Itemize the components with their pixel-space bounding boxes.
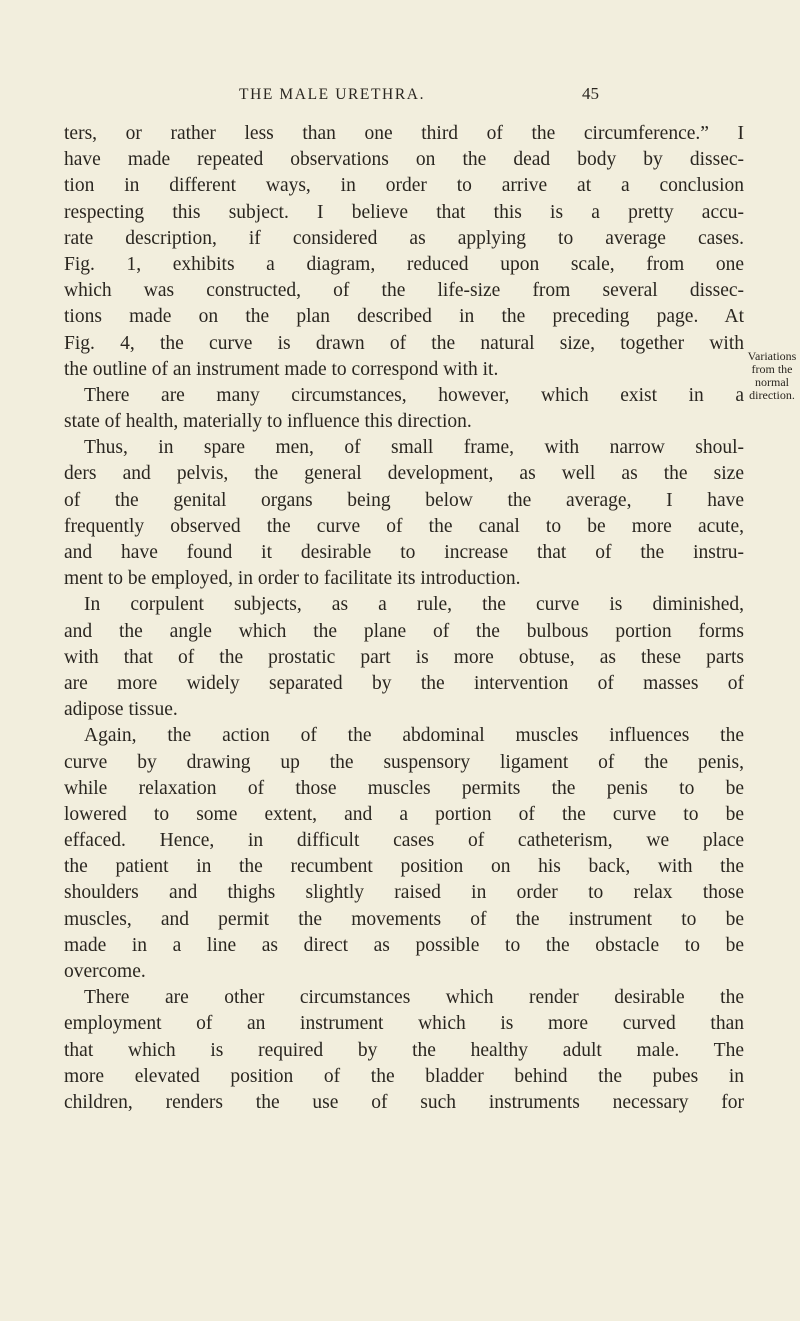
marginal-note-line: from the (751, 362, 793, 376)
text-line: Fig. 1, exhibits a diagram, reduced upon scale, from one (64, 253, 744, 275)
text-line: curve by drawing up the suspensory ligament of the penis, (64, 751, 744, 773)
text-line: more elevated position of the bladder behind the pubes in (64, 1065, 744, 1087)
marginal-note (744, 350, 800, 402)
text-line: state of health, materially to influence this direction. (64, 411, 472, 433)
text-line: the patient in the recumbent position on his back, with the (64, 856, 744, 878)
text-line: that which is required by the healthy adult male. The (64, 1039, 744, 1061)
text-line: and the angle which the plane of the bulbous portion forms (64, 620, 744, 642)
text-line: shoulders and thighs slightly raised in order to relax those (64, 882, 744, 904)
text-line: adipose tissue. (64, 699, 178, 721)
text-line: while relaxation of those muscles permits the penis to be (64, 777, 744, 799)
text-line: Thus, in spare men, of small frame, with narrow shoul- (84, 437, 744, 459)
text-line: the outline of an instrument made to correspond with it. (64, 358, 499, 380)
marginal-note-line: Variations (747, 349, 797, 363)
text-line: rate description, if considered as applying to average cases. (64, 227, 744, 249)
text-line: are more widely separated by the intervention of masses of (64, 672, 744, 694)
text-line: employment of an instrument which is more curved than (64, 1013, 744, 1035)
text-line: tions made on the plan described in the preceding page. At (64, 306, 744, 328)
text-line: ders and pelvis, the general development, as well as the size (64, 463, 744, 485)
running-head (0, 86, 800, 110)
text-line: and have found it desirable to increase that of the instru- (64, 542, 744, 563)
text-line: of the genital organs being below the average, I have (64, 489, 744, 511)
text-line: muscles, and permit the movements of the instrument to be (64, 908, 744, 930)
text-line: children, renders the use of such instruments necessary for (64, 1091, 744, 1113)
text-line: have made repeated observations on the dead body by dissec- (64, 149, 744, 171)
marginal-note-line: normal (755, 375, 789, 389)
text-line: frequently observed the curve of the canal to be more acute, (64, 515, 744, 537)
text-line: In corpulent subjects, as a rule, the curve is diminished, (84, 594, 744, 616)
text-line: respecting this subject. I believe that this is a pretty accu- (64, 201, 744, 223)
body-text (64, 121, 744, 1116)
text-line: which was constructed, of the life-size from several dissec- (64, 280, 744, 302)
text-line: There are many circumstances, however, which exist in a (84, 384, 744, 406)
text-line: with that of the prostatic part is more obtuse, as these parts (64, 646, 744, 668)
text-line: tion in different ways, in order to arrive at a conclusion (64, 175, 744, 197)
text-line: There are other circumstances which render desirable the (84, 987, 744, 1009)
running-title: THE MALE URETHRA. (239, 86, 426, 103)
text-line: ment to be employed, in order to facilitate its introduction. (64, 568, 521, 590)
text-line: overcome. (64, 961, 146, 982)
page-number: 45 (582, 84, 599, 103)
text-line: Fig. 4, the curve is drawn of the natural size, together with (64, 332, 744, 354)
text-line: Again, the action of the abdominal muscles influences the (84, 725, 744, 747)
text-line: ters, or rather less than one third of the circumference.” I (64, 123, 744, 144)
marginal-note-line: direction. (749, 388, 795, 402)
text-line: effaced. Hence, in difficult cases of catheterism, we place (64, 830, 744, 852)
text-line: made in a line as direct as possible to the obstacle to be (64, 934, 744, 956)
text-line: lowered to some extent, and a portion of the curve to be (64, 803, 744, 825)
